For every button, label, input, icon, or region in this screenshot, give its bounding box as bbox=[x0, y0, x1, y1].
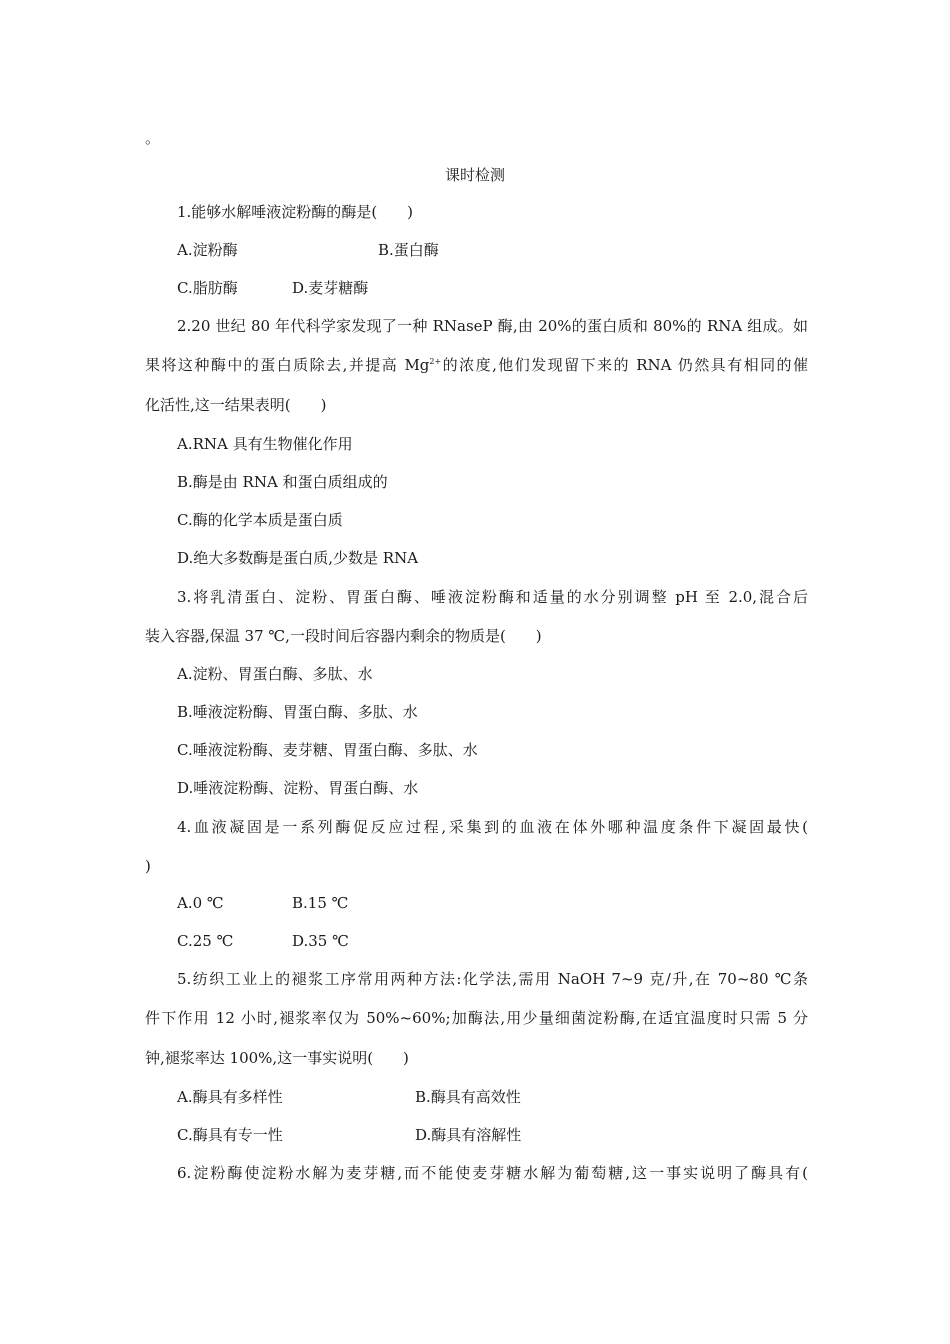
page-title: 课时检测 bbox=[444, 166, 505, 184]
option-d: D.唾液淀粉酶、淀粉、胃蛋白酶、水 bbox=[177, 779, 419, 797]
question-stem: 4.血液凝固是一系列酶促反应过程,采集到的血液在体外哪种温度条件下凝固最快( bbox=[177, 818, 808, 836]
option-c: C.酶具有专一性 bbox=[177, 1126, 283, 1144]
option-c: C.酶的化学本质是蛋白质 bbox=[177, 511, 343, 529]
question-stem: 化活性,这一结果表明( ) bbox=[145, 396, 327, 414]
question-stem: 3.将乳清蛋白、淀粉、胃蛋白酶、唾液淀粉酶和适量的水分别调整 pH 至 2.0,混合后 bbox=[177, 588, 808, 606]
option-a: A.淀粉、胃蛋白酶、多肽、水 bbox=[177, 665, 373, 683]
question-stem: ) bbox=[145, 857, 151, 875]
question-stem: 装入容器,保温 37 ℃,一段时间后容器内剩余的物质是( ) bbox=[145, 627, 542, 645]
option-c: C.25 ℃ bbox=[177, 932, 234, 950]
option-b: B.酶是由 RNA 和蛋白质组成的 bbox=[177, 473, 388, 491]
question-stem: 2.20 世纪 80 年代科学家发现了一种 RNaseP 酶,由 20%的蛋白质和 80%的 RNA 组成。如 bbox=[177, 317, 808, 335]
option-d: D.绝大多数酶是蛋白质,少数是 RNA bbox=[177, 549, 419, 567]
option-a: A.淀粉酶 bbox=[177, 241, 238, 259]
option-d: D.35 ℃ bbox=[292, 932, 349, 950]
option-c: C.脂肪酶 bbox=[177, 279, 238, 297]
question-stem-line-2 bbox=[145, 355, 808, 375]
stem-text: 的浓度,他们发现留下来的 RNA 仍然具有相同的催 bbox=[441, 356, 808, 374]
option-c: C.唾液淀粉酶、麦芽糖、胃蛋白酶、多肽、水 bbox=[177, 741, 478, 759]
question-stem: 1.能够水解唾液淀粉酶的酶是( ) bbox=[177, 203, 414, 221]
superscript: 2+ bbox=[429, 357, 442, 366]
option-a: A.酶具有多样性 bbox=[177, 1088, 283, 1106]
option-a: A.RNA 具有生物催化作用 bbox=[177, 435, 353, 453]
question-stem: 件下作用 12 小时,褪浆率仅为 50%~60%;加酶法,用少量细菌淀粉酶,在适宜温度时只需 5 分 bbox=[145, 1009, 808, 1027]
option-b: B.酶具有高效性 bbox=[415, 1088, 521, 1106]
question-stem: 钟,褪浆率达 100%,这一事实说明( ) bbox=[145, 1049, 409, 1067]
option-d: D.酶具有溶解性 bbox=[415, 1126, 522, 1144]
option-b: B.蛋白酶 bbox=[378, 241, 439, 259]
option-b: B.唾液淀粉酶、胃蛋白酶、多肽、水 bbox=[177, 703, 418, 721]
question-stem: 6.淀粉酶使淀粉水解为麦芽糖,而不能使麦芽糖水解为葡萄糖,这一事实说明了酶具有( bbox=[177, 1164, 808, 1182]
stem-text: 果将这种酶中的蛋白质除去,并提高 Mg bbox=[145, 356, 430, 374]
top-mark: 。 bbox=[145, 129, 161, 147]
option-a: A.0 ℃ bbox=[177, 894, 224, 912]
question-stem: 5.纺织工业上的褪浆工序常用两种方法:化学法,需用 NaOH 7~9 克/升,在 70~80 ℃条 bbox=[177, 970, 808, 988]
option-d: D.麦芽糖酶 bbox=[292, 279, 369, 297]
option-b: B.15 ℃ bbox=[292, 894, 349, 912]
